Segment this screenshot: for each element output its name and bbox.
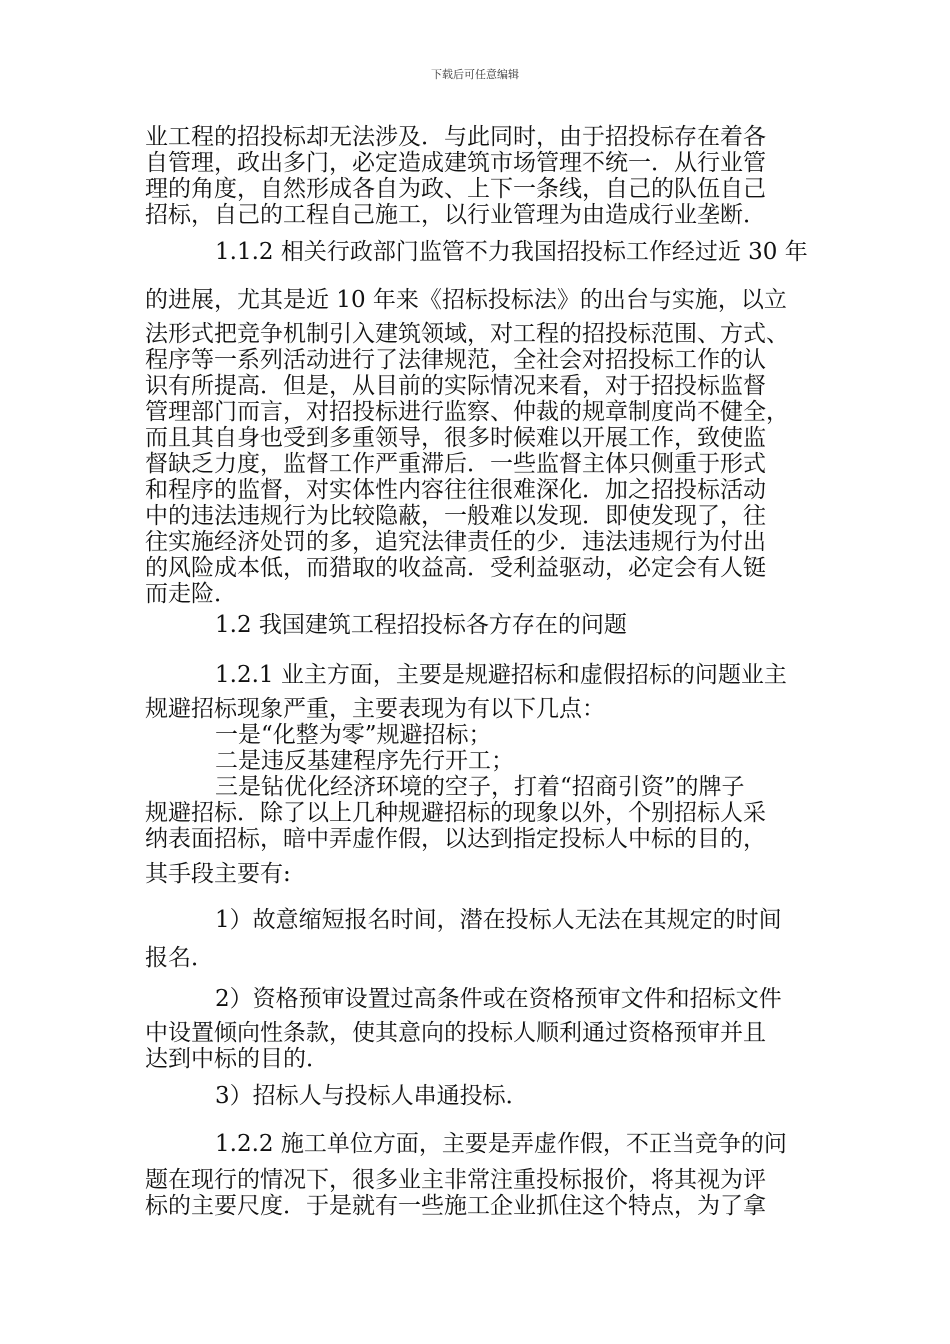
text-line: 招标，自己的工程自己施工，以行业管理为由造成行业垄断． — [145, 202, 766, 228]
text-line: 督缺乏力度，监督工作严重滞后．一些监督主体只侧重于形式 — [145, 451, 766, 477]
text-line: 理的角度，自然形成各自为政、上下一条线，自己的队伍自己 — [145, 176, 766, 202]
text-line: 法形式把竞争机制引入建筑领域，对工程的招投标范围、方式、 — [145, 321, 789, 347]
list-item: 2）资格预审设置过高条件或在资格预审文件和招标文件 — [215, 986, 782, 1012]
paragraph-heading: 1.2.2 施工单位方面，主要是弄虚作假，不正当竞争的问 — [215, 1131, 787, 1157]
text-line: 中的违法违规行为比较隐蔽，一般难以发现．即使发现了，往 — [145, 503, 766, 529]
text-line: 业工程的招投标却无法涉及．与此同时，由于招投标存在着各 — [145, 124, 766, 150]
text-line: 识有所提高．但是，从目前的实际情况来看，对于招投标监督 — [145, 373, 766, 399]
text-line: 的风险成本低，而猎取的收益高．受利益驱动，必定会有人铤 — [145, 555, 766, 581]
list-item: 二是违反基建程序先行开工； — [215, 748, 514, 774]
text-line: 报名． — [145, 945, 214, 971]
paragraph-heading: 1.1.2 相关行政部门监管不力我国招投标工作经过近 30 年 — [215, 239, 808, 265]
text-line: 自管理，政出多门，必定造成建筑市场管理不统一．从行业管 — [145, 150, 766, 176]
section-heading: 1.2 我国建筑工程招投标各方存在的问题 — [215, 612, 627, 638]
list-item: 一是“化整为零”规避招标； — [215, 722, 492, 748]
text-line: 而且其自身也受到多重领导，很多时候难以开展工作，致使监 — [145, 425, 766, 451]
list-item: 三是钻优化经济环境的空子，打着“招商引资”的牌子 — [215, 774, 745, 800]
paragraph-heading: 1.2.1 业主方面，主要是规避招标和虚假招标的问题业主 — [215, 662, 787, 688]
text-line: 而走险． — [145, 581, 237, 607]
text-line: 其手段主要有: — [145, 861, 291, 887]
text-line: 和程序的监督，对实体性内容往往很难深化．加之招投标活动 — [145, 477, 766, 503]
text-line: 纳表面招标，暗中弄虚作假，以达到指定投标人中标的目的， — [145, 826, 766, 852]
text-line: 标的主要尺度．于是就有一些施工企业抓住这个特点，为了拿 — [145, 1193, 766, 1219]
text-line: 往实施经济处罚的多，追究法律责任的少．违法违规行为付出 — [145, 529, 766, 555]
text-line: 中设置倾向性条款，使其意向的投标人顺利通过资格预审并且 — [145, 1020, 766, 1046]
text-line: 达到中标的目的． — [145, 1046, 329, 1072]
text-line: 的进展，尤其是近 10 年来《招标投标法》的出台与实施，以立 — [145, 287, 787, 313]
text-line: 规避招标．除了以上几种规避招标的现象以外，个别招标人采 — [145, 800, 766, 826]
list-item: 3）招标人与投标人串通投标． — [215, 1083, 529, 1109]
page-header: 下载后可任意编辑 — [431, 68, 519, 81]
list-item: 1）故意缩短报名时间，潜在投标人无法在其规定的时间 — [215, 907, 782, 933]
text-line: 程序等一系列活动进行了法律规范，全社会对招投标工作的认 — [145, 347, 766, 373]
text-line: 管理部门而言，对招投标进行监察、仲裁的规章制度尚不健全， — [145, 399, 789, 425]
text-line: 题在现行的情况下，很多业主非常注重投标报价，将其视为评 — [145, 1167, 766, 1193]
text-line: 规避招标现象严重，主要表现为有以下几点： — [145, 696, 605, 722]
